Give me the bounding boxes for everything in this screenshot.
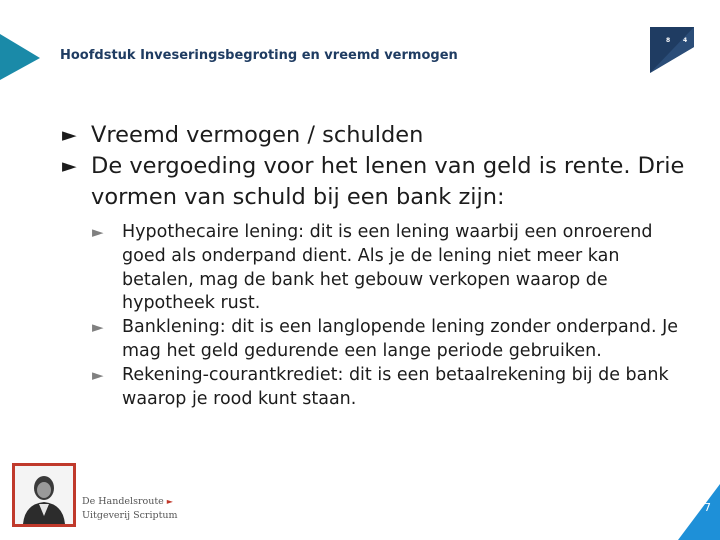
- logo-line2-text: Uitgeverij Scriptum: [82, 510, 178, 521]
- bullet-text: Vreemd vermogen / schulden: [91, 122, 424, 148]
- sub-bullet-arrow-icon: ►: [92, 365, 104, 384]
- publisher-logo: [12, 460, 182, 530]
- bullet-arrow-icon: ►: [62, 124, 77, 146]
- logo-arrow-icon: ►: [166, 497, 173, 506]
- decorative-corner-triangle: [0, 34, 42, 82]
- sub-bullet-item: [92, 364, 690, 412]
- chapter-badge-shape: [650, 25, 696, 75]
- bullet-item: [62, 151, 690, 213]
- page-number: 7: [704, 501, 711, 514]
- chapter-badge-number-b: 4: [683, 37, 688, 44]
- bullet-text: De vergoeding voor het lenen van geld is rente. Drie vormen van schuld bij een bank zijn:: [91, 153, 685, 210]
- logo-publisher-name: [82, 496, 173, 507]
- bullet-item: [62, 120, 690, 151]
- logo-line1-text: De Handelsroute: [82, 496, 164, 507]
- sub-bullet-arrow-icon: ►: [92, 318, 104, 337]
- sub-bullet-item: [92, 316, 690, 364]
- sub-bullet-list: [92, 221, 690, 411]
- chapter-badge: [650, 25, 696, 75]
- page-number-corner: [678, 484, 720, 540]
- sub-bullet-arrow-icon: ►: [92, 223, 104, 241]
- sub-bullet-text: Banklening: dit is een langlopende lening zonder onderpand. Je mag het geld gedurende een lange periode gebruiken.: [122, 317, 678, 361]
- portrait-icon: [12, 463, 76, 527]
- slide-content: [62, 120, 690, 411]
- sub-bullet-text: Rekening-courantkrediet: dit is een betaalrekening bij de bank waarop je rood kunt staan.: [122, 364, 669, 409]
- chapter-title: Hoofdstuk Inveseringsbegroting en vreemd vermogen: [60, 48, 458, 63]
- chapter-badge-number-a: 8: [666, 37, 671, 44]
- sub-bullet-text: Hypothecaire lening: dit is een lening waarbij een onroerend goed als onderpand dient. Als je de lening niet meer kan betalen, mag de bank het gebouw verkopen waarop de hypotheek rust.: [122, 222, 653, 314]
- sub-bullet-item: [92, 221, 690, 316]
- bullet-arrow-icon: ►: [62, 155, 77, 177]
